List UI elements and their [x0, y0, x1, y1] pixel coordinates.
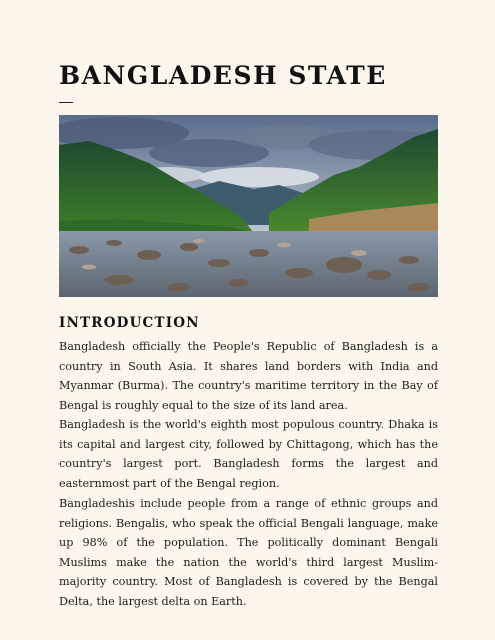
- title-underline: [59, 102, 73, 103]
- paragraph-1: Bangladesh officially the People's Republic of Bangladesh is a country in South Asia. It shares land borders with India and Myanmar (Burma). The country's maritime territory in the Bay of Bengal is roughly equal to the size of its land area.: [59, 340, 438, 412]
- hero-image: [59, 115, 438, 297]
- page-title: BANGLADESH STATE: [59, 61, 387, 90]
- paragraph-2: Bangladesh is the world's eighth most populous country. Dhaka is its capital and largest city, followed by Chittagong, which has the country's largest port. Bangladesh forms the largest and easternmost part of the Bengal region.: [59, 418, 438, 490]
- landscape-photo-illustration: [59, 115, 438, 297]
- section-heading: INTRODUCTION: [59, 315, 200, 331]
- paragraph-3: Bangladeshis include people from a range of ethnic groups and religions. Bengalis, who speak the official Bengali language, make up 98% of the population. The politically dominant Bengali Muslims make the nation the world's third largest Muslim-majority country. Most of Bangladesh is covered by the Bengal Delta, the largest delta on Earth.: [59, 497, 438, 608]
